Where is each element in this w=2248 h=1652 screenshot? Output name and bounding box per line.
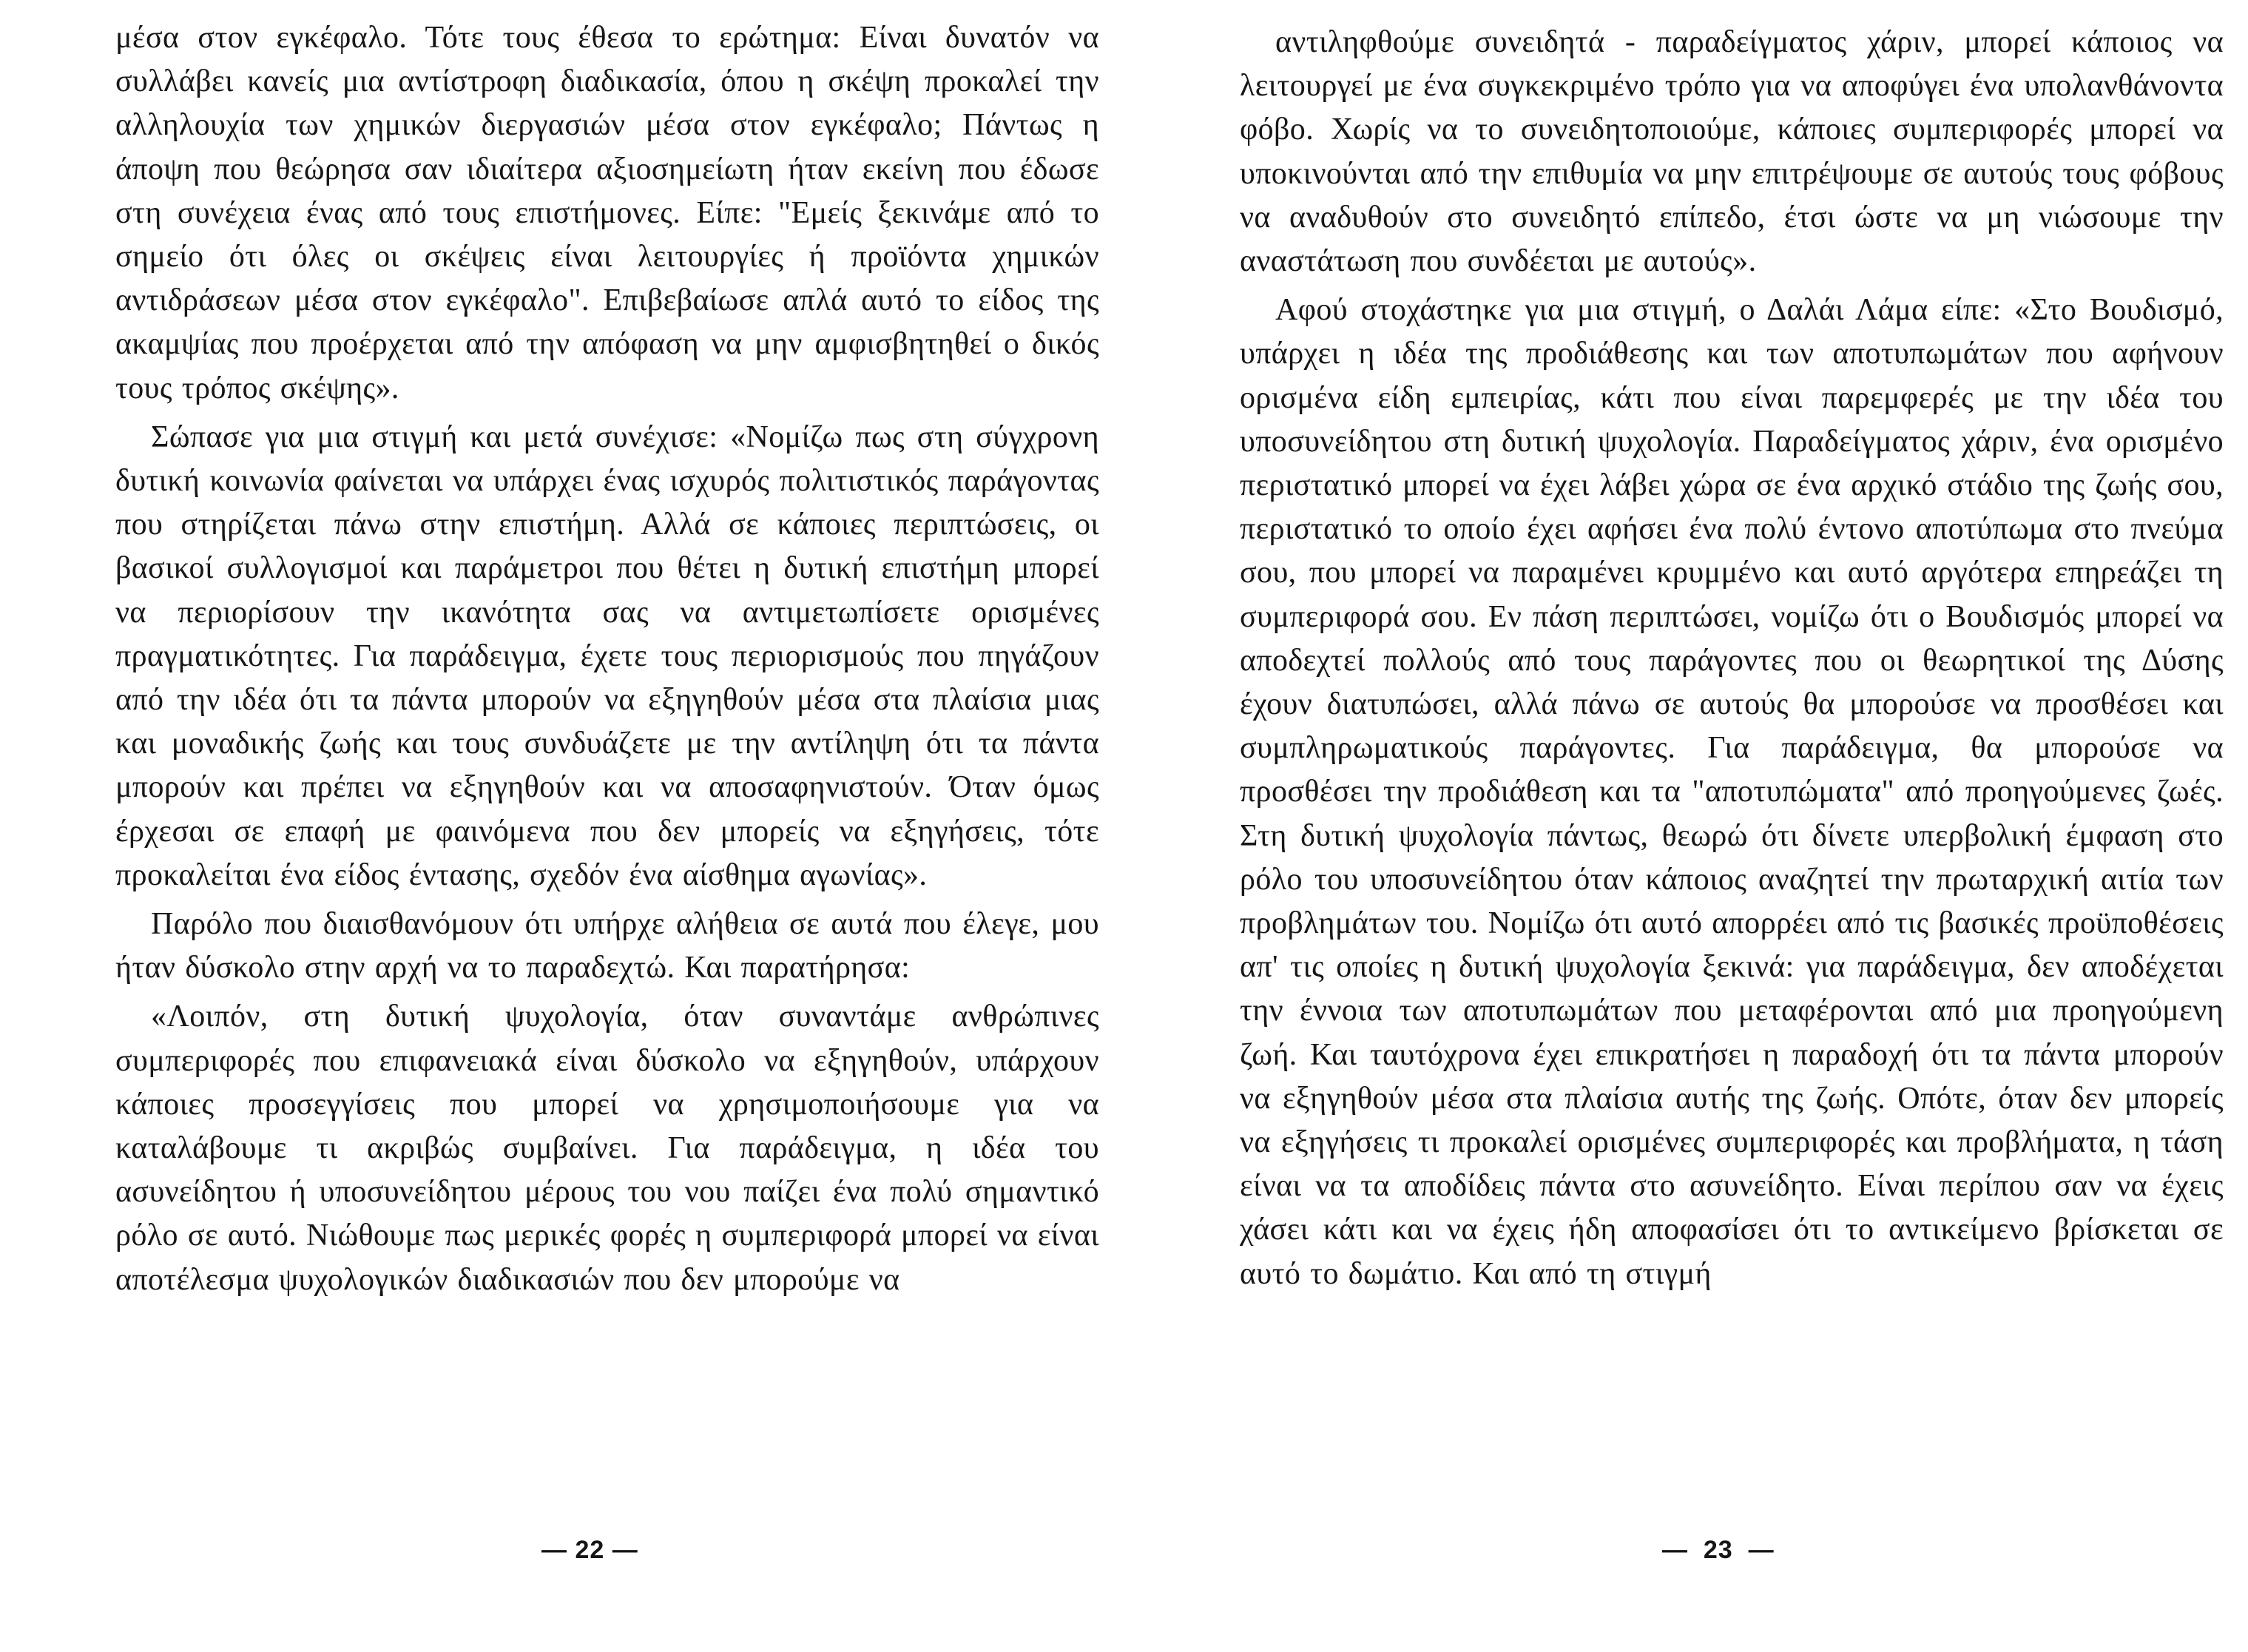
page-number: — 22 —	[541, 1536, 638, 1564]
right-page-text	[1240, 21, 2224, 1296]
left-page	[115, 0, 1099, 1652]
paragraph: Σώπασε για μια στιγμή και μετά συνέχισε: «Νομίζω πως στη σύγχρονη δυτική κοινωνία φαίνεται να υπάρχει ένας ισχυρός πολιτιστικός παράγοντας που στηρίζεται πάνω στην επιστήμη. Αλλά σε κάποιες περιπτώσεις, οι βασικοί συλλογισμοί και παράμετροι που θέτει η δυτική επιστήμη μπορεί να περιορίσουν την ικανότητα σας να αντιμετωπίσετε ορισμένες πραγματικότητες. Για παράδειγμα, έχετε τους περιορισμούς που πηγάζουν από την ιδέα ότι τα πάντα μπορούν να εξηγηθούν μέσα στα πλαίσια μιας και μοναδικής ζωής και τους συνδυάζετε με την αντίληψη ότι τα πάντα μπορούν και πρέπει να εξηγηθούν και να αποσαφηνιστούν. Όταν όμως έρχεσαι σε επαφή με φαινόμενα που δεν μπορείς να εξηγήσεις, τότε προκαλείται ένα είδος έντασης, σχεδόν ένα αίσθημα αγωνίας».	[115, 419, 1099, 892]
paragraph: «Λοιπόν, στη δυτική ψυχολογία, όταν συναντάμε ανθρώπινες συμπεριφορές που επιφανειακά είναι δύσκολο να εξηγηθούν, υπάρχουν κάποιες προσεγγίσεις που μπορεί να χρησιμοποιήσουμε για να καταλάβουμε τι ακριβώς συμβαίνει. Για παράδειγμα, η ιδέα του ασυνείδητου ή υποσυνείδητου μέρους του νου παίζει ένα πολύ σημαντικό ρόλο σε αυτό. Νιώθουμε πως μερικές φορές η συμπεριφορά μπορεί να είναι αποτέλεσμα ψυχολογικών διαδικασιών που δεν μπορούμε να	[115, 999, 1099, 1297]
paragraph: Αφού στοχάστηκε για μια στιγμή, ο Δαλάι Λάμα είπε: «Στο Βουδισμό, υπάρχει η ιδέα της προδιάθεσης και των αποτυπωμάτων που αφήνουν ορισμένα είδη εμπειρίας, κάτι που είναι παρεμφερές με την ιδέα του υποσυνείδητου στη δυτική ψυχολογία. Παραδείγματος χάριν, ένα ορισμένο περιστατικό μπορεί να έχει λάβει χώρα σε ένα αρχικό στάδιο της ζωής σου, περιστατικό το οποίο έχει αφήσει ένα πολύ έντονο αποτύπωμα στο πνεύμα σου, που μπορεί να παραμένει κρυμμένο και αυτό αργότερα επηρεάζει τη συμπεριφορά σου. Εν πάση περιπτώσει, νομίζω ότι ο Βουδισμός μπορεί να αποδεχτεί πολλούς από τους παράγοντες που οι θεωρητικοί της Δύσης έχουν διατυπώσει, αλλά πάνω σε αυτούς θα μπορούσε να προσθέσει και συμπληρωματικούς παράγοντες. Για παράδειγμα, θα μπορούσε να προσθέσει την προδιάθεση και τα "αποτυπώματα" από προηγούμενες ζωές. Στη δυτική ψυχολογία πάντως, θεωρώ ότι δίνετε υπερβολική έμφαση στο ρόλο του υποσυνείδητου όταν κάποιος αναζητεί την πρωταρχική αιτία των προβλημάτων του. Νομίζω ότι αυτό απορρέει από τις βασικές προϋποθέσεις απ' τις οποίες η δυτική ψυχολογία ξεκινά: για παράδειγμα, δεν αποδέχεται την έννοια των αποτυπωμάτων που μεταφέρονται από μια προηγούμενη ζωή. Και ταυτόχρονα έχει επικρατήσει η παραδοχή ότι τα πάντα μπορούν να εξηγηθούν μέσα στα πλαίσια αυτής της ζωής. Οπότε, όταν δεν μπορείς να εξηγήσεις τι προκαλεί ορισμένες συμπεριφορές και προβλήματα, η τάση είναι να τα αποδίδεις πάντα στο ασυνείδητο. Είναι περίπου σαν να έχεις χάσει κάτι και να έχεις ήδη αποφασίσει ότι το αντικείμενο βρίσκεται σε αυτό το δωμάτιο. Και από τη στιγμή	[1240, 293, 2224, 1291]
right-page	[1240, 0, 2224, 1652]
paragraph: Παρόλο που διαισθανόμουν ότι υπήρχε αλήθεια σε αυτά που έλεγε, μου ήταν δύσκολο στην αρχή να το παραδεχτώ. Και παρατήρησα:	[115, 907, 1099, 985]
paragraph: αντιληφθούμε συνειδητά - παραδείγματος χάριν, μπορεί κάποιος να λειτουργεί με ένα συγκεκριμένο τρόπο για να αποφύγει ένα υπολανθάνοντα φόβο. Χωρίς να το συνειδητοποιούμε, κάποιες συμπεριφορές μπορεί να υποκινούνται από την επιθυμία να μην επιτρέψουμε σε αυτούς τους φόβους να αναδυθούν στο συνειδητό επίπεδο, έτσι ώστε να μη νιώσουμε την αναστάτωση που συνδέεται με αυτούς».	[1240, 25, 2224, 279]
left-page-text	[115, 16, 1099, 1302]
paragraph: μέσα στον εγκέφαλο. Τότε τους έθεσα το ερώτημα: Είναι δυνατόν να συλλάβει κανείς μια αντίστροφη διαδικασία, όπου η σκέψη προκαλεί την αλληλουχία των χημικών διεργασιών μέσα στον εγκέφαλο; Πάντως η άποψη που θεώρησα σαν ιδιαίτερα αξιοσημείωτη ήταν εκείνη που έδωσε στη συνέχεια ένας από τους επιστήμονες. Είπε: "Εμείς ξεκινάμε από το σημείο ότι όλες οι σκέψεις είναι λειτουργίες ή προϊόντα χημικών αντιδράσεων μέσα στον εγκέφαλο". Επιβεβαίωσε απλά αυτό το είδος της ακαμψίας που προέρχεται από την απόφαση να μην αμφισβητηθεί ο δικός τους τρόπος σκέψης».	[115, 21, 1099, 405]
page-number: — 23 —	[1662, 1536, 1775, 1564]
